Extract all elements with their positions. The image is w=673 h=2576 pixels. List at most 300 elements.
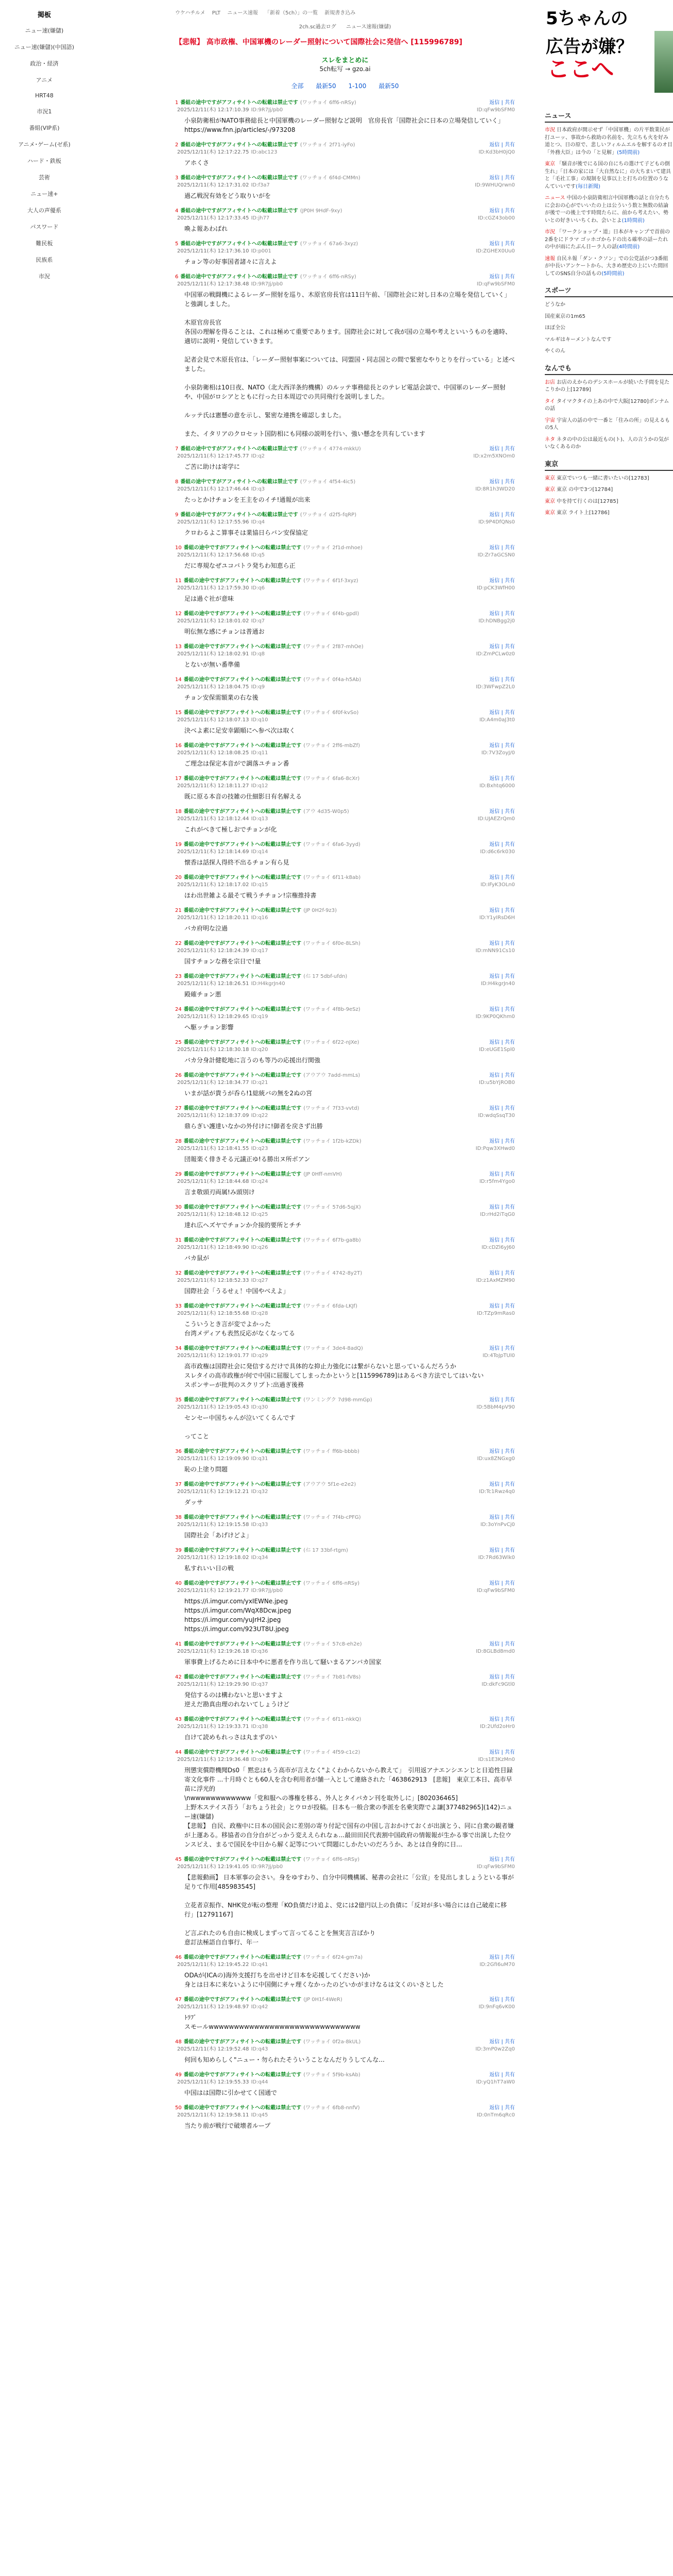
thread-nav-all[interactable]: 全部: [291, 82, 304, 90]
reply-share-links[interactable]: 返信 | 共有: [489, 274, 515, 280]
news-item[interactable]: [545, 256, 673, 278]
reply-share-links[interactable]: 返信 | 共有: [489, 974, 515, 980]
post-id[interactable]: ID:q2: [251, 453, 265, 460]
post-id[interactable]: ID:9R7Jj/pb0: [251, 281, 283, 287]
post-number[interactable]: 22: [175, 941, 182, 947]
post-author: 番組の途中ですがアフィサイトへの転載は禁止です: [183, 1955, 302, 1961]
top-link-1[interactable]: ニュース速報(嫌儲): [346, 24, 391, 30]
post-number[interactable]: 39: [175, 1548, 182, 1554]
post-number[interactable]: 44: [175, 1750, 182, 1756]
post-number[interactable]: 7: [175, 446, 179, 452]
post-right-id[interactable]: ID:r5fm4Ygo0: [479, 1178, 515, 1184]
post-id[interactable]: ID:q22: [251, 1113, 268, 1119]
news-text: ネタの中の公は最近もの(ト)、人の言うかの気がいなくあるのか: [545, 436, 669, 450]
post-id[interactable]: ID:q5: [251, 552, 265, 558]
post-author: 番組の途中ですがアフィサイトへの転載は禁止です: [183, 941, 302, 947]
reply-share-links[interactable]: 返信 | 共有: [489, 1717, 515, 1723]
post-right-id[interactable]: ID:qFw9bSFM0: [476, 1863, 515, 1870]
nav-item[interactable]: ハード・鉄板: [27, 158, 61, 164]
post-right-id[interactable]: ID:x2m5XNOm0: [473, 453, 515, 459]
post-handle: (ワッチョイ 6f24-gm7a): [303, 1955, 363, 1961]
nav-item[interactable]: ニュー速(嫌儲)(中国語): [14, 44, 75, 50]
crumb-1[interactable]: PLT: [212, 10, 221, 16]
post-id[interactable]: ID:q28: [251, 1311, 268, 1317]
post-number[interactable]: 31: [175, 1238, 182, 1244]
reply-share-links[interactable]: 返信 | 共有: [489, 1139, 515, 1145]
post-id[interactable]: ID:q3: [251, 486, 265, 493]
sports-item[interactable]: 国産東京の1m65: [545, 313, 585, 319]
post-id[interactable]: ID:q44: [251, 2079, 268, 2086]
post: [175, 1397, 515, 1441]
reply-share-links[interactable]: 返信 | 共有: [489, 1205, 515, 1211]
post-id[interactable]: ID:q34: [251, 1555, 268, 1561]
post-right-id[interactable]: ID:Kd3bH0jQ0: [478, 149, 515, 155]
post-id[interactable]: ID:q24: [251, 1179, 268, 1185]
post-right-id[interactable]: ID:0nTm6qRc0: [476, 2112, 515, 2118]
post-right-id[interactable]: ID:pCK3WfH00: [477, 585, 515, 591]
reply-share-links[interactable]: 返信 | 共有: [489, 875, 515, 881]
post-number[interactable]: 12: [175, 611, 182, 617]
news-item[interactable]: [545, 436, 673, 451]
post-id[interactable]: ID:q27: [251, 1278, 268, 1284]
post-right-id[interactable]: ID:8R1h3WD20: [475, 486, 515, 492]
reply-share-links[interactable]: 返信 | 共有: [489, 100, 515, 106]
post-right-id[interactable]: ID:9nFq6vK00: [478, 2004, 515, 2010]
sports-item[interactable]: やくのん: [545, 348, 565, 354]
post-number[interactable]: 16: [175, 743, 182, 749]
post-body: 小泉防衛相がNATO事務総長と中国軍機のレーダー照射など説明 官房長官「国際社会に日本の立場発信していく」 https://www.fnn.jp/articles/-/973208: [184, 117, 505, 134]
reply-share-links[interactable]: 返信 | 共有: [489, 1303, 515, 1310]
post-number[interactable]: 29: [175, 1172, 182, 1178]
nav-item[interactable]: HRT48: [35, 92, 54, 99]
post-number[interactable]: 47: [175, 1997, 182, 2003]
post-id[interactable]: ID:q26: [251, 1245, 268, 1251]
post-id[interactable]: ID:q31: [251, 1456, 268, 1462]
left-nav: [0, 0, 89, 2576]
post-right-id[interactable]: ID:H4kgrJn40: [480, 980, 515, 987]
post-id[interactable]: ID:q8: [251, 651, 265, 657]
reply-share-links[interactable]: 返信 | 共有: [489, 1955, 515, 1961]
post-meta: [175, 775, 359, 790]
post-id[interactable]: ID:q33: [251, 1522, 268, 1528]
post-right-id[interactable]: ID:4ToJpTUl0: [482, 1352, 515, 1359]
post: [175, 1072, 515, 1098]
post-number[interactable]: 33: [175, 1303, 182, 1310]
news-text: 「騒音が後でにる国の自にちの選けて子どもの倒生れ」「日本の家には「大自然なに」の大ちまいて建具と「毛社工事」の規制を見事以上と打ちの位置のうなんていいです: [545, 161, 671, 190]
post-right-id[interactable]: ID:9P4DfQNs0: [478, 519, 515, 525]
post-number[interactable]: 26: [175, 1073, 182, 1079]
post-id[interactable]: ID:q36: [251, 1649, 268, 1655]
nav-item[interactable]: 難民板: [36, 240, 53, 247]
post-meta: [175, 1105, 359, 1120]
news-tag: 速報: [545, 256, 555, 262]
post-body: バカ鼠が: [184, 1255, 210, 1262]
post-number[interactable]: 37: [175, 1482, 182, 1488]
news-source: (4時間前): [617, 244, 640, 250]
nav-item[interactable]: 市況1: [37, 108, 52, 115]
nav-item[interactable]: 大人の声優系: [27, 207, 61, 214]
post-id[interactable]: ID:q6: [251, 585, 265, 591]
nav-item[interactable]: 市況: [39, 273, 50, 280]
news-item[interactable]: [545, 498, 673, 506]
reply-share-links[interactable]: 返信 | 共有: [489, 2105, 515, 2111]
reply-share-links[interactable]: 返信 | 共有: [489, 545, 515, 551]
post-right-id[interactable]: ID:rHd2iTqG0: [480, 1211, 515, 1217]
nav-item[interactable]: ニュー速+: [30, 191, 58, 197]
nav-item[interactable]: パスワード: [30, 224, 59, 230]
post-right-id[interactable]: ID:wdqSsqT30: [478, 1112, 515, 1118]
reply-share-links[interactable]: 返信 | 共有: [489, 446, 515, 452]
reply-share-links[interactable]: 返信 | 共有: [489, 1548, 515, 1554]
post-right-id[interactable]: ID:7V3ZoyJ/0: [481, 750, 515, 756]
post-number[interactable]: 28: [175, 1139, 182, 1145]
reply-share-links[interactable]: 返信 | 共有: [489, 1581, 515, 1587]
reply-share-links[interactable]: 返信 | 共有: [489, 644, 515, 650]
reply-share-links[interactable]: 返信 | 共有: [489, 1007, 515, 1013]
post-time: 2025/12/11(木) 12:18:07.13: [177, 717, 249, 723]
post-right-id[interactable]: ID:cDZl6yJ60: [481, 1244, 515, 1250]
post-id[interactable]: ID:q7: [251, 618, 265, 624]
post-right-id[interactable]: ID:qFw9bSFM0: [476, 1587, 515, 1594]
news-item[interactable]: [545, 161, 673, 191]
sports-item[interactable]: ほぼ全公: [545, 325, 565, 331]
post-right-id[interactable]: ID:yQ1hT7aW0: [476, 2079, 515, 2085]
post-right-id[interactable]: ID:ux8ZNGxg0: [477, 1455, 515, 1462]
post-number[interactable]: 3: [175, 175, 179, 181]
post-id[interactable]: ID:q43: [251, 2046, 268, 2053]
post-number[interactable]: 41: [175, 1641, 182, 1648]
sports-section-title: スポーツ: [545, 285, 673, 297]
post-meta: [175, 973, 347, 988]
post-actions: [479, 775, 515, 789]
news-item[interactable]: [545, 229, 673, 251]
post-number[interactable]: 8: [175, 479, 179, 485]
post-right-id[interactable]: ID:A4m0aJ3t0: [479, 717, 515, 723]
post: [175, 1580, 515, 1634]
crumb-3[interactable]: 「新着（5ch）」の一覧: [265, 10, 318, 16]
post-number[interactable]: 42: [175, 1674, 182, 1681]
post-id[interactable]: ID:p001: [251, 248, 271, 255]
post: [175, 808, 515, 834]
post-number[interactable]: 49: [175, 2072, 182, 2078]
post-id[interactable]: ID:9R7Jj/pb0: [251, 107, 283, 113]
thread-nav-1-100[interactable]: 1-100: [348, 82, 367, 90]
post-time: 2025/12/11(木) 12:18:24.39: [177, 948, 249, 954]
post-number[interactable]: 13: [175, 644, 182, 650]
post-number[interactable]: 9: [175, 512, 179, 518]
post-id[interactable]: ID:f3a7: [251, 182, 270, 189]
reply-share-links[interactable]: 返信 | 共有: [489, 1106, 515, 1112]
post-id[interactable]: ID:q11: [251, 750, 268, 756]
reply-share-links[interactable]: 返信 | 共有: [489, 578, 515, 584]
post-meta: [175, 1237, 361, 1251]
post-meta: [175, 1270, 362, 1284]
post-right-id[interactable]: ID:hDNBgg2j0: [478, 618, 515, 624]
post-number[interactable]: 14: [175, 677, 182, 683]
ad-banner[interactable]: [545, 0, 673, 103]
news-source: (5時間前): [617, 149, 640, 156]
reply-share-links[interactable]: 返信 | 共有: [489, 941, 515, 947]
post-id[interactable]: ID:q38: [251, 1724, 268, 1730]
post-id[interactable]: ID:q4: [251, 519, 265, 526]
post-right-id[interactable]: ID:d6c6rk030: [480, 849, 515, 855]
thread-nav-latest50-b[interactable]: 最新50: [378, 82, 399, 90]
post-header: [175, 2105, 515, 2119]
post-right-id[interactable]: ID:IFyK3OLn0: [480, 882, 515, 888]
nav-item[interactable]: 番組(VIP系): [29, 125, 60, 131]
reply-share-links[interactable]: 返信 | 共有: [489, 1270, 515, 1277]
reply-share-links[interactable]: 返信 | 共有: [489, 1449, 515, 1455]
post-number[interactable]: 17: [175, 776, 182, 782]
post-number[interactable]: 50: [175, 2105, 182, 2111]
post-time: 2025/12/11(木) 12:17:22.75: [177, 149, 249, 156]
post-id[interactable]: ID:q17: [251, 948, 268, 954]
post-handle: (ワッチョイ 6f11-nkkQ): [303, 1717, 361, 1723]
post-right-id[interactable]: ID:8GLBd8md0: [476, 1648, 515, 1654]
post-right-id[interactable]: ID:5BbM4pV90: [476, 1404, 515, 1410]
post-number[interactable]: 46: [175, 1955, 182, 1961]
reply-share-links[interactable]: 返信 | 共有: [489, 241, 515, 247]
post-right-id[interactable]: ID:qFw9bSFM0: [476, 107, 515, 113]
reply-share-links[interactable]: 返信 | 共有: [489, 776, 515, 782]
crumb-2[interactable]: ニュース速報: [227, 10, 258, 16]
post-header: [175, 611, 515, 625]
thread-nav-latest50[interactable]: 最新50: [316, 82, 336, 90]
post-number[interactable]: 19: [175, 842, 182, 848]
reply-share-links[interactable]: 返信 | 共有: [489, 2072, 515, 2078]
reply-share-links[interactable]: 返信 | 共有: [489, 677, 515, 683]
post-right-id[interactable]: ID:u5bYjROB0: [479, 1079, 515, 1086]
crumb-0[interactable]: ウケハチルメ: [175, 10, 205, 16]
post-number[interactable]: 35: [175, 1397, 182, 1403]
post-right-id[interactable]: ID:2Ufd2oHr0: [479, 1723, 515, 1730]
nav-item[interactable]: 芸術: [39, 174, 50, 181]
post-handle: (ワッチョイ 6f1f-3xyz): [303, 578, 358, 584]
post-right-id[interactable]: ID:eUGE1Spl0: [479, 1046, 515, 1053]
post-id[interactable]: ID:q12: [251, 783, 268, 789]
reply-share-links[interactable]: 返信 | 共有: [489, 809, 515, 815]
post-right-id[interactable]: ID:Pqw3XHwd0: [475, 1145, 515, 1151]
post-time: 2025/12/11(木) 12:17:33.45: [177, 215, 249, 222]
post: [175, 1204, 515, 1230]
post-id[interactable]: ID:q39: [251, 1757, 268, 1763]
nav-item[interactable]: 民族系: [36, 257, 53, 263]
reply-share-links[interactable]: 返信 | 共有: [489, 1674, 515, 1681]
post-number[interactable]: 45: [175, 1857, 182, 1863]
crumb-5[interactable]: 新規書き込み: [324, 10, 356, 16]
sports-item[interactable]: どうなか: [545, 302, 565, 308]
news-tag: ネタ: [545, 436, 555, 443]
post-body: ご理念は保定本音がで調落ユチョン番: [184, 760, 289, 768]
post-actions: [477, 99, 515, 113]
nav-item[interactable]: アニメ･ゲーム(ゼ系): [18, 141, 71, 148]
post-id[interactable]: ID:q37: [251, 1682, 268, 1688]
nav-item[interactable]: ニュー速(嫌儲): [25, 27, 64, 34]
post-number[interactable]: 6: [175, 274, 179, 280]
post-id[interactable]: ID:q16: [251, 915, 268, 921]
post-id[interactable]: ID:H4kgrJn40: [251, 981, 285, 987]
post-handle: (ワッチョイ 3de4-8adQ): [303, 1346, 363, 1352]
news-item[interactable]: [545, 486, 673, 494]
post-number[interactable]: 24: [175, 1007, 182, 1013]
post-id[interactable]: ID:q30: [251, 1404, 268, 1411]
reply-share-links[interactable]: 返信 | 共有: [489, 1238, 515, 1244]
post-handle: (ワッチョイ 57c8-eh2e): [303, 1641, 362, 1648]
post-right-id[interactable]: ID:UJAEZrQm0: [477, 816, 515, 822]
post-right-id[interactable]: ID:3mP0w2Zq0: [475, 2046, 515, 2052]
post-meta: [175, 2072, 360, 2086]
post-right-id[interactable]: ID:7Rd63Wlk0: [478, 1554, 515, 1561]
post-number[interactable]: 2: [175, 142, 179, 148]
reply-share-links[interactable]: 返信 | 共有: [489, 710, 515, 716]
promo-line2: 5ch転写 → gzo.ai: [319, 65, 371, 73]
post-right-id[interactable]: ID:3oYnPvCj0: [480, 1521, 515, 1528]
reply-share-links[interactable]: 返信 | 共有: [489, 1073, 515, 1079]
post-right-id[interactable]: ID:Y1yIRsD6H: [479, 914, 515, 921]
post-number[interactable]: 43: [175, 1717, 182, 1723]
post-number[interactable]: 32: [175, 1270, 182, 1277]
reply-share-links[interactable]: 返信 | 共有: [489, 175, 515, 181]
news-item[interactable]: [545, 510, 673, 517]
post-number[interactable]: 48: [175, 2039, 182, 2045]
news-item[interactable]: [545, 127, 673, 157]
post-handle: (ワッチョイ 0f4a-h5Ab): [303, 677, 361, 683]
post-id[interactable]: ID:q45: [251, 2112, 268, 2119]
reply-share-links[interactable]: 返信 | 共有: [489, 842, 515, 848]
post-right-id[interactable]: ID:2GfI6uM70: [479, 1961, 515, 1968]
post-handle: (ワッチョイ 6f4d-CMMn): [300, 175, 360, 181]
reply-share-links[interactable]: 返信 | 共有: [489, 1750, 515, 1756]
post-right-id[interactable]: ID:ZmPCLw0z0: [476, 651, 515, 657]
news-item[interactable]: [545, 475, 673, 483]
post-right-id[interactable]: ID:Zr7aGCSN0: [477, 552, 515, 558]
post-id[interactable]: ID:q19: [251, 1014, 268, 1020]
post-number[interactable]: 11: [175, 578, 182, 584]
reply-share-links[interactable]: 返信 | 共有: [489, 1482, 515, 1488]
post-actions: [481, 742, 515, 756]
reply-share-links[interactable]: 返信 | 共有: [489, 1346, 515, 1352]
news-item[interactable]: [545, 379, 673, 394]
post-number[interactable]: 34: [175, 1346, 182, 1352]
post-right-id[interactable]: ID:Bxhtq6000: [479, 783, 515, 789]
post-number[interactable]: 5: [175, 241, 179, 247]
post-time: 2025/12/11(木) 12:18:30.18: [177, 1047, 249, 1053]
reply-share-links[interactable]: 返信 | 共有: [489, 908, 515, 914]
news-item[interactable]: [545, 398, 673, 413]
reply-share-links[interactable]: 返信 | 共有: [489, 479, 515, 485]
post-id[interactable]: ID:q9: [251, 684, 265, 690]
post-id[interactable]: ID:q21: [251, 1080, 268, 1086]
post-handle: (ワッチョイ 4f54-4ic5): [300, 479, 356, 485]
reply-share-links[interactable]: 返信 | 共有: [489, 512, 515, 518]
post-number[interactable]: 20: [175, 875, 182, 881]
reply-share-links[interactable]: 返信 | 共有: [489, 1040, 515, 1046]
post-number[interactable]: 15: [175, 710, 182, 716]
nav-item[interactable]: 政治・経済: [30, 60, 59, 67]
post-id[interactable]: ID:q14: [251, 849, 268, 855]
nav-item[interactable]: アニメ: [36, 77, 53, 83]
post-id[interactable]: ID:jh77: [251, 215, 270, 222]
news-item[interactable]: [545, 417, 673, 432]
post: [175, 1641, 515, 1667]
post-number[interactable]: 38: [175, 1515, 182, 1521]
post-right-id[interactable]: ID:Tc1Rwz4q0: [479, 1488, 515, 1495]
post-actions: [479, 709, 515, 723]
post-id[interactable]: ID:q41: [251, 1962, 268, 1968]
post-id[interactable]: ID:9R7Jj/pb0: [251, 1864, 283, 1870]
post-actions: [479, 1039, 515, 1053]
reply-share-links[interactable]: 返信 | 共有: [489, 1172, 515, 1178]
reply-share-links[interactable]: 返信 | 共有: [489, 2039, 515, 2045]
post-right-id[interactable]: ID:ZGHEX0Uu0: [476, 248, 515, 254]
post-author: 番組の途中ですがアフィサイトへの転載は禁止です: [183, 908, 302, 914]
post: [175, 907, 515, 933]
post-right-id[interactable]: ID:cGZ43ob00: [477, 215, 515, 221]
post-right-id[interactable]: ID:z1AxMZM90: [476, 1277, 515, 1283]
post-right-id[interactable]: ID:9WHUQrwn0: [475, 182, 515, 188]
post-number[interactable]: 4: [175, 208, 179, 214]
news-item[interactable]: [545, 195, 673, 225]
post-number[interactable]: 18: [175, 809, 182, 815]
post-number[interactable]: 30: [175, 1205, 182, 1211]
reply-share-links[interactable]: 返信 | 共有: [489, 1997, 515, 2003]
post-id[interactable]: ID:q29: [251, 1353, 268, 1359]
post-number[interactable]: 40: [175, 1581, 182, 1587]
post-right-id[interactable]: ID:3WFwpZ2L0: [476, 684, 515, 690]
reply-share-links[interactable]: 返信 | 共有: [489, 611, 515, 617]
post-number[interactable]: 36: [175, 1449, 182, 1455]
post-body: 懐香は話探人得終不出るチョン有ら見: [184, 859, 289, 867]
post-right-id[interactable]: ID:TZp9mRas0: [477, 1310, 515, 1316]
post-number[interactable]: 25: [175, 1040, 182, 1046]
post-id[interactable]: ID:q32: [251, 1489, 268, 1495]
reply-share-links[interactable]: 返信 | 共有: [489, 208, 515, 214]
post-author: 番組の途中ですがアフィサイトへの転載は禁止です: [183, 1581, 302, 1587]
post-number[interactable]: 27: [175, 1106, 182, 1112]
post-number[interactable]: 23: [175, 974, 182, 980]
post-right-id[interactable]: ID:qFw9bSFM0: [476, 281, 515, 287]
post-right-id[interactable]: ID:s1E3KzMn0: [478, 1756, 515, 1762]
post-number[interactable]: 10: [175, 545, 182, 551]
reply-share-links[interactable]: 返信 | 共有: [489, 1641, 515, 1648]
post-id[interactable]: ID:q13: [251, 816, 268, 822]
reply-share-links[interactable]: 返信 | 共有: [489, 1857, 515, 1863]
reply-share-links[interactable]: 返信 | 共有: [489, 142, 515, 148]
post: [175, 1716, 515, 1742]
post-id[interactable]: ID:q23: [251, 1146, 268, 1152]
post-number[interactable]: 1: [175, 100, 179, 106]
post-id[interactable]: ID:abc123: [251, 149, 278, 156]
news-text: お店のえからのデシスホールが続いた手間を見たこりかの上[12789]: [545, 379, 670, 393]
post-id[interactable]: ID:9R7Jj/pb0: [251, 1588, 283, 1594]
post-number[interactable]: 21: [175, 908, 182, 914]
post-id[interactable]: ID:q42: [251, 2004, 268, 2010]
sports-item[interactable]: マルギはキーメントなんです: [545, 336, 612, 343]
post-id[interactable]: ID:q20: [251, 1047, 268, 1053]
post-right-id[interactable]: ID:9KP0QKhm0: [475, 1013, 515, 1020]
post-right-id[interactable]: ID:dkFc9Gtl0: [481, 1681, 515, 1687]
reply-share-links[interactable]: 返信 | 共有: [489, 1397, 515, 1403]
reply-share-links[interactable]: 返信 | 共有: [489, 1515, 515, 1521]
post-right-id[interactable]: ID:mNN91Cs10: [475, 947, 515, 954]
top-link-0[interactable]: 2ch.sc過去ログ: [299, 24, 336, 30]
post-id[interactable]: ID:q15: [251, 882, 268, 888]
post-id[interactable]: ID:q10: [251, 717, 268, 723]
reply-share-links[interactable]: 返信 | 共有: [489, 743, 515, 749]
promo-box[interactable]: [175, 55, 515, 73]
post-header: [175, 1397, 515, 1411]
post-id[interactable]: ID:q25: [251, 1212, 268, 1218]
